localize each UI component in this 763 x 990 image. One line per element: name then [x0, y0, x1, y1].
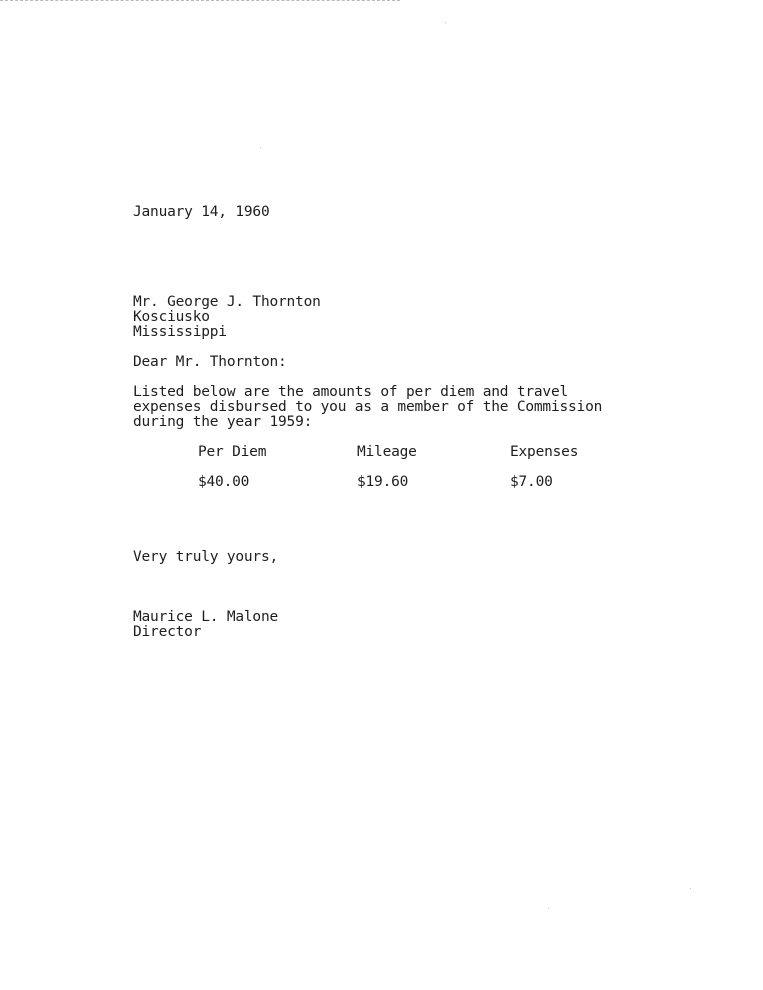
top-edge-dashed-rule — [0, 0, 400, 1]
per-diem-value: $40.00 — [198, 474, 250, 490]
per-diem-header: Per Diem — [198, 444, 267, 460]
signer-name: Maurice L. Malone — [133, 609, 279, 625]
recipient-name: Mr. George J. Thornton — [133, 294, 321, 310]
paper-speck — [445, 22, 446, 23]
paper-speck — [260, 147, 261, 148]
recipient-state: Mississippi — [133, 324, 227, 340]
recipient-city: Kosciusko — [133, 309, 210, 325]
closing: Very truly yours, — [133, 549, 279, 565]
letter-date: January 14, 1960 — [133, 204, 270, 220]
paper-speck — [548, 908, 549, 909]
expenses-value: $7.00 — [510, 474, 553, 490]
mileage-value: $19.60 — [357, 474, 409, 490]
salutation: Dear Mr. Thornton: — [133, 354, 287, 370]
body-line: during the year 1959: — [133, 414, 313, 430]
signer-title: Director — [133, 624, 202, 640]
expenses-header: Expenses — [510, 444, 579, 460]
body-line: Listed below are the amounts of per diem and travel — [133, 384, 569, 400]
mileage-header: Mileage — [357, 444, 417, 460]
body-line: expenses disbursed to you as a member of the Commission — [133, 399, 603, 415]
paper-speck — [690, 888, 691, 889]
